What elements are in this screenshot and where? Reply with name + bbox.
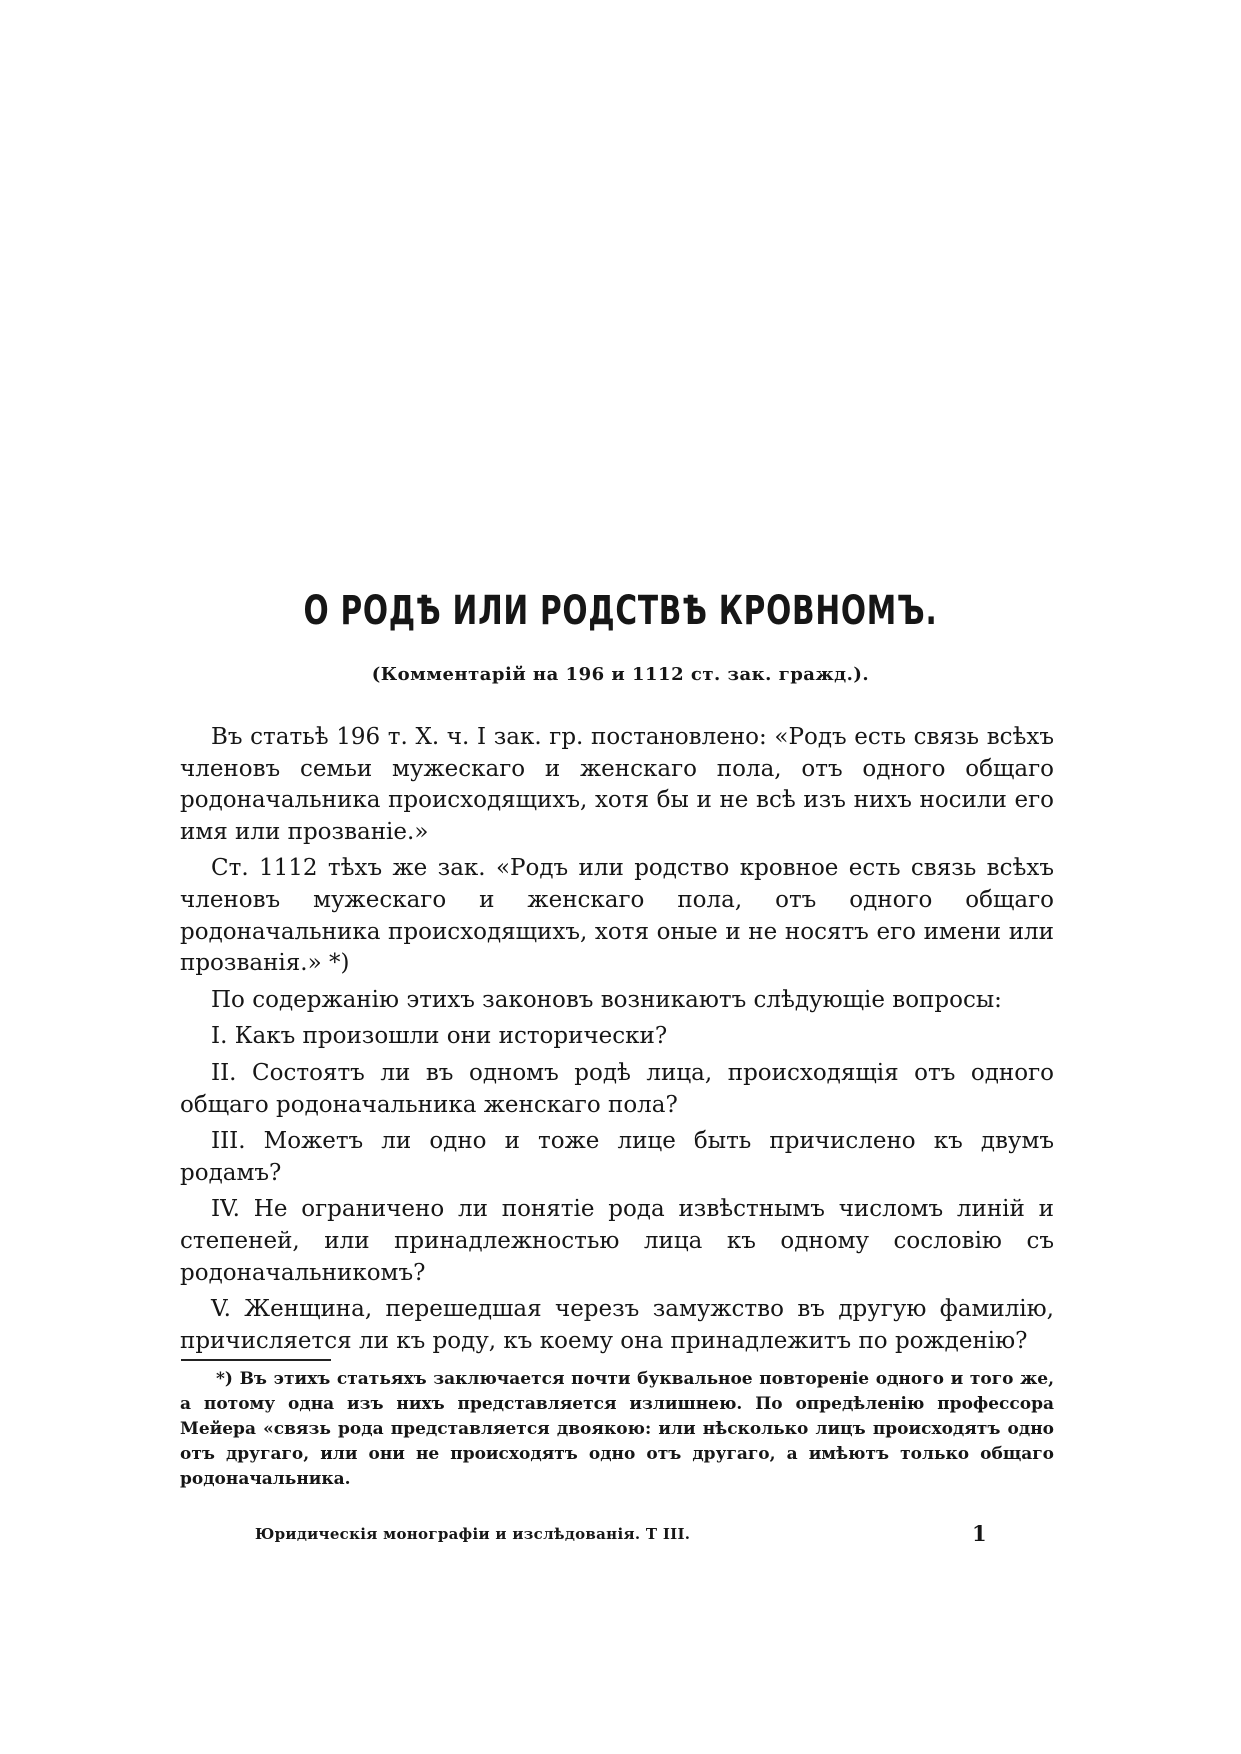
paragraph: Ст. 1112 тѣхъ же зак. «Родъ или родство кровное есть связь всѣхъ членовъ мужескаго и женскаго пола, отъ одного общаго родоначальника происходящихъ, хотя оные и не носятъ его имени или прозванія.» *) bbox=[180, 855, 1054, 977]
question-5: V. Женщина, перешедшая черезъ замужство въ другую фамилію, причисляется ли къ роду, къ коему она принадлежитъ по рожденію? bbox=[180, 1296, 1054, 1354]
footnote-divider bbox=[181, 1359, 331, 1361]
question-2: II. Состоятъ ли въ одномъ родѣ лица, происходящія отъ одного общаго родоначальника женскаго пола? bbox=[180, 1059, 1054, 1118]
running-title: Юридическія монографіи и изслѣдованія. Т III. bbox=[255, 1525, 691, 1543]
page-title: О РОДѢ ИЛИ РОДСТВѢ КРОВНОМЪ. bbox=[303, 588, 938, 634]
page-number: 1 bbox=[972, 1521, 987, 1546]
paragraph: Въ статьѣ 196 т. X. ч. I зак. гр. постановлено: «Родъ есть связь всѣхъ членовъ семьи мужескаго и женскаго пола, отъ одного общаго родоначальника происходящихъ, хотя бы и не всѣ изъ нихъ носили его имя или прозваніе.» bbox=[180, 724, 1054, 845]
question-3: III. Можетъ ли одно и тоже лице быть причислено къ двумъ родамъ? bbox=[180, 1128, 1054, 1186]
body-text bbox=[180, 722, 1054, 1357]
paragraph: По содержанію этихъ законовъ возникаютъ слѣдующіе вопросы: bbox=[211, 986, 1002, 1013]
question-4: IV. Не ограничено ли понятіе рода извѣстнымъ числомъ линій и степеней, или принадлежностью лица къ одному сословію съ родоначальникомъ? bbox=[180, 1196, 1054, 1286]
page-subtitle: (Комментарій на 196 и 1112 ст. зак. гражд.). bbox=[371, 664, 870, 685]
question-1: I. Какъ произошли они исторически? bbox=[211, 1023, 668, 1050]
footnote: *) Въ этихъ статьяхъ заключается почти буквальное повтореніе одного и того же, а потому одна изъ нихъ представляется излишнею. По опредѣленію профессора Мейера «связь рода представляется двоякою: или нѣсколько лицъ происходятъ одно отъ другаго, или они не происходятъ одно отъ другаго, а имѣютъ только общаго родоначальника. bbox=[180, 1369, 1054, 1489]
